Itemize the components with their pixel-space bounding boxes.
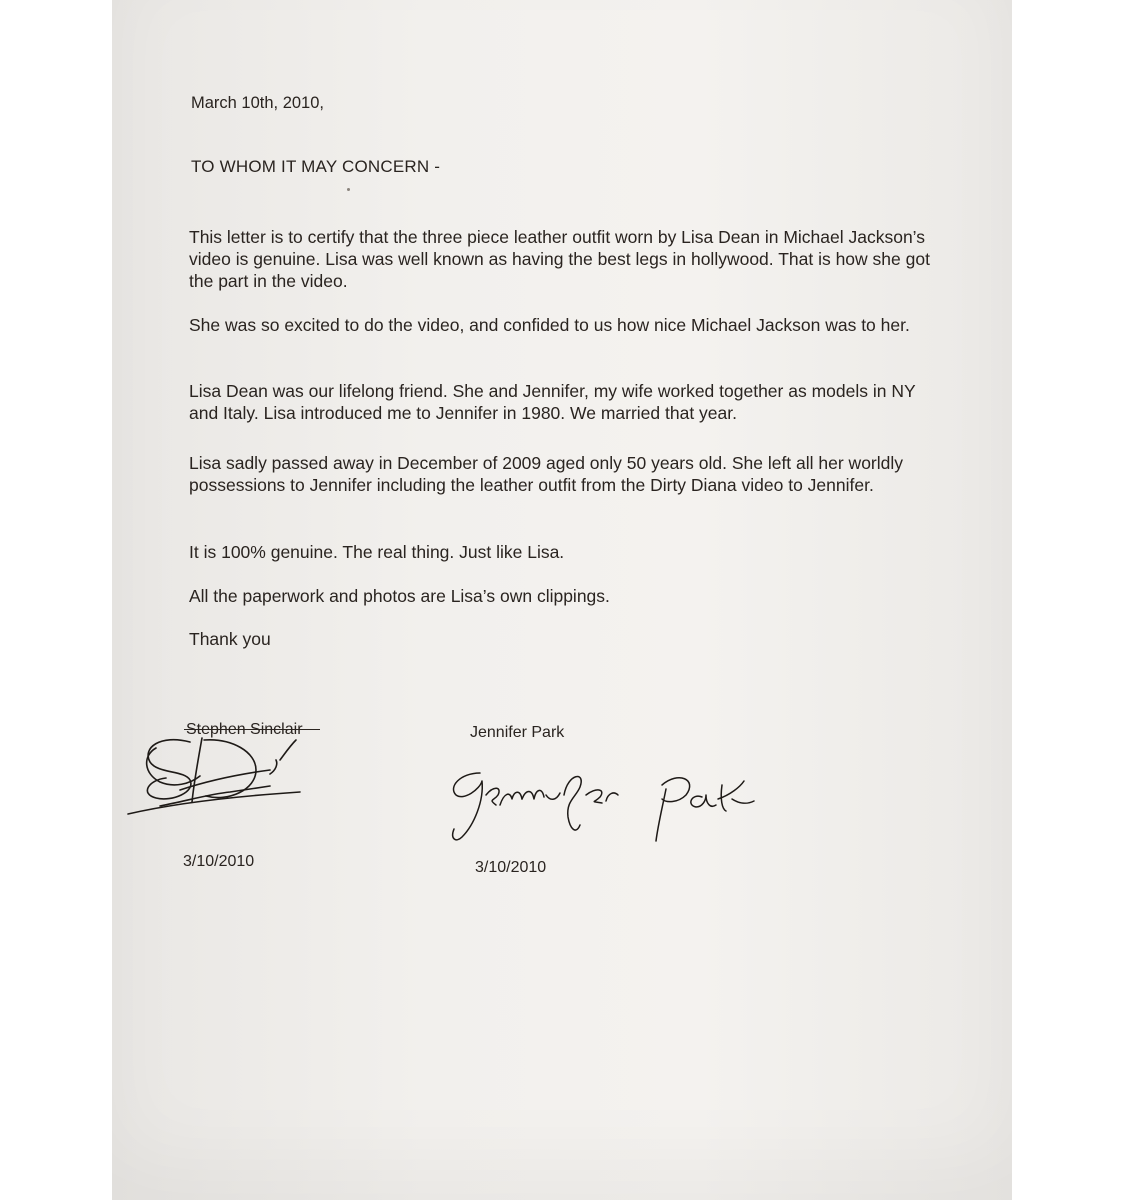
paragraph-passing: Lisa sadly passed away in December of 2009 aged only 50 years old. She left all her worldly possessions to Jennifer including the leather outfit from the Dirty Diana video to Jennifer. bbox=[189, 453, 904, 495]
salutation: TO WHOM IT MAY CONCERN - bbox=[191, 157, 441, 176]
letter-date: March 10th, 2010, bbox=[191, 94, 324, 112]
signer-name-stephen: Stephen Sinclair bbox=[186, 721, 303, 738]
paragraph-genuine: It is 100% genuine. The real thing. Just like Lisa. bbox=[189, 542, 565, 562]
signature-stephen-sinclair bbox=[120, 730, 310, 820]
closing-thank-you: Thank you bbox=[189, 629, 271, 649]
sign-date-jennifer: 3/10/2010 bbox=[475, 859, 547, 876]
paragraph-certification: This letter is to certify that the three piece leather outfit worn by Lisa Dean in Michael Jackson’s video is genuine. Lisa was well known as having the best legs in hollywood. That is how she got the part in the video. bbox=[189, 227, 930, 291]
paragraph-friendship: Lisa Dean was our lifelong friend. She and Jennifer, my wife worked together as models in NY and Italy. Lisa introduced me to Jennifer in 1980. We married that year. bbox=[189, 381, 916, 423]
paragraph-excited: She was so excited to do the video, and confided to us how nice Michael Jackson was to her. bbox=[189, 315, 910, 335]
signer-name-jennifer: Jennifer Park bbox=[470, 724, 565, 741]
paper-speck bbox=[347, 188, 350, 191]
sign-date-stephen: 3/10/2010 bbox=[183, 853, 255, 870]
paragraph-clippings: All the paperwork and photos are Lisa’s own clippings. bbox=[189, 586, 610, 606]
signature-jennifer-park bbox=[440, 765, 800, 855]
